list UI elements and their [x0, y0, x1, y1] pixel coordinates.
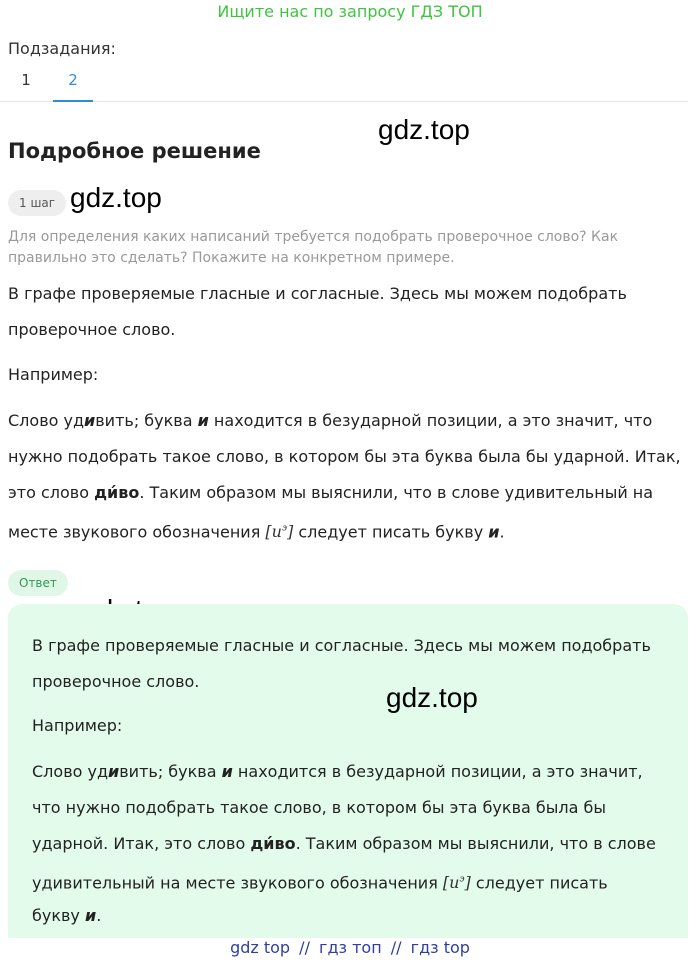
tab-subtask-1[interactable]: 1: [21, 71, 31, 89]
answer-box: [8, 604, 688, 938]
solution-line: это слово ди́во. Таким образом мы выяснили, что в слове удивительный на: [8, 483, 654, 502]
answer-line: В графе проверяемые гласные и согласные. Здесь мы можем подобрать: [32, 636, 651, 655]
step-badge: 1 шаг: [8, 190, 66, 216]
watermark: gdz.top: [386, 682, 478, 713]
solution-example-label: Например:: [8, 365, 99, 384]
subtask-tabs: [0, 66, 688, 102]
solution-line: проверочное слово.: [8, 320, 176, 339]
question-text: Для определения каких написаний требуется подобрать проверочное слово? Как правильно это сделать? Покажите на конкретном примере.: [8, 229, 619, 266]
tab-subtask-2[interactable]: 2: [53, 71, 93, 102]
footer-separator: //: [299, 938, 310, 957]
footer-link[interactable]: gdz top: [230, 938, 291, 957]
answer-line: удивительный на месте звукового обозначения $[и^э]$ следует писать: [32, 873, 608, 893]
answer-badge: Ответ: [8, 570, 68, 596]
answer-line: проверочное слово.: [32, 672, 200, 691]
footer-link[interactable]: гдз top: [410, 938, 470, 957]
solution-line: месте звукового обозначения $[и^э]$ следует писать букву и.: [8, 522, 505, 542]
answer-example-label: Например:: [32, 716, 123, 735]
footer-links: [0, 938, 700, 957]
footer-link[interactable]: гдз топ: [319, 938, 382, 957]
answer-line: Слово удивить; буква и находится в безударной позиции, а это значит,: [32, 762, 643, 781]
solution-line: В графе проверяемые гласные и согласные. Здесь мы можем подобрать: [8, 284, 627, 303]
watermark: gdz.top: [70, 182, 162, 213]
answer-line: что нужно подобрать такое слово, в котором бы эта буква была бы: [32, 798, 606, 817]
solution-line: Слово удивить; буква и находится в безударной позиции, а это значит, что: [8, 411, 653, 430]
answer-line: ударной. Итак, это слово ди́во. Таким образом мы выяснили, что в слове: [32, 834, 656, 853]
subtasks-label: Подзадания:: [8, 39, 116, 58]
phonetic-notation: $[и^э]$: [442, 873, 471, 893]
footer-separator: //: [390, 938, 402, 957]
search-hint-banner: Ищите нас по запросу ГДЗ ТОП: [217, 2, 483, 21]
phonetic-notation: $[и^э]$: [265, 522, 294, 542]
page-title: Подробное решение: [8, 139, 261, 163]
watermark: gdz.top: [378, 114, 470, 145]
solution-line: нужно подобрать такое слово, в котором бы эта буква была бы ударной. Итак,: [8, 447, 681, 466]
answer-line: букву и.: [32, 906, 102, 925]
